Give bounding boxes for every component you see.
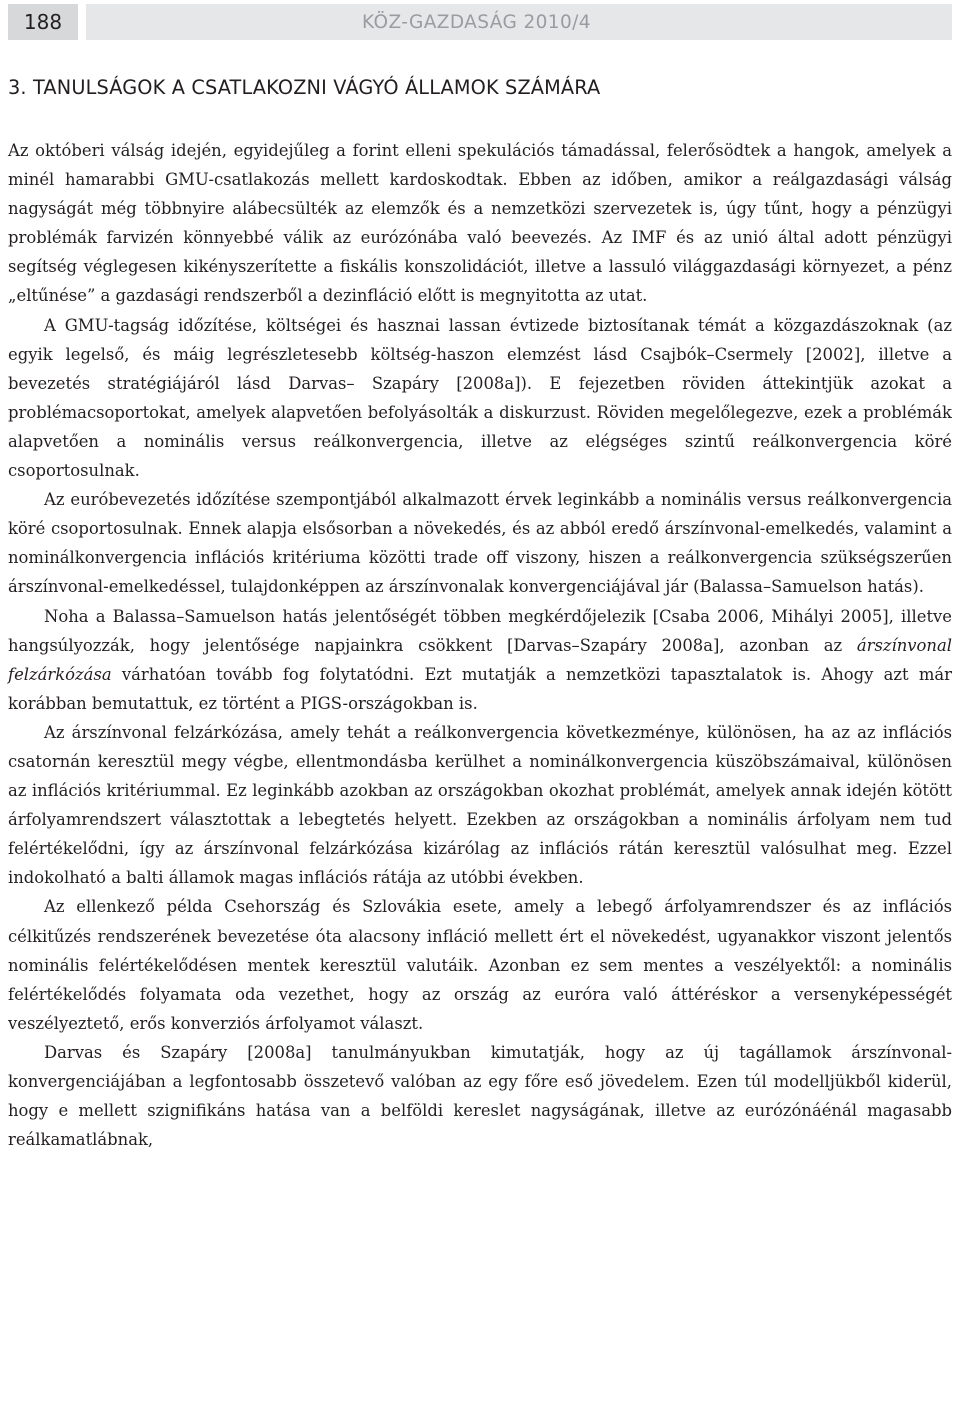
paragraph-4-emphasis: árszínvonal felzárkózása bbox=[8, 635, 952, 684]
paragraph-7: Darvas és Szapáry [2008a] tanulmányukban kimutatják, hogy az új tagállamok árszínvonal-konvergenciájában a legfontosabb összetevő valóban az egy főre eső jövedelem. Ezen túl modelljükből kiderül, hogy e mellett szignifikáns hatása van a belföldi kereslet nagyságának, illetve az eurózónáénál magasabb reálkamatlábnak, bbox=[8, 1042, 952, 1150]
journal-title: KÖZ-GAZDASÁG 2010/4 bbox=[362, 11, 591, 33]
running-head bbox=[86, 4, 952, 40]
paragraph-2: A GMU-tagság időzítése, költségei és hasznai lassan évtizede biztosítanak témát a közgazdászoknak (az egyik legelső, és máig legrészletesebb költség-haszon elemzést lásd Csajbók–Csermely [2002], illetve a bevezetés stratégiájáról lásd Darvas– Szapáry [2008a]). E fejezetben röviden áttekintjük azokat a problémacsoportokat, amelyek alapvetően befolyásolták a diskurzust. Röviden megelőlegezve, ezek a problémák alapvetően a nominális versus reálkonvergencia, illetve az elégséges szintű reálkonvergencia köré csoportosulnak. bbox=[8, 315, 952, 481]
section-heading: 3. TANULSÁGOK A CSATLAKOZNI VÁGYÓ ÁLLAMOK SZÁMÁRA bbox=[8, 76, 601, 99]
article-body bbox=[8, 136, 952, 1154]
paragraph-4-text-before: Noha a Balassa–Samuelson hatás jelentőségét többen megkérdőjelezik [Csaba 2006, Mihályi 2005], illetve hangsúlyozzák, hogy jelentősége napjainkra csökkent [Darvas–Szapáry 2008a], azonban az bbox=[8, 606, 952, 655]
paragraph-6: Az ellenkező példa Csehország és Szlovákia esete, amely a lebegő árfolyamrendszer és az inflációs célkitűzés rendszerének bevezetése óta alacsony infláció mellett ért el növekedést, ugyanakkor viszont jelentős nominális felértékelődésen mentek keresztül valutáik. Azonban ez sem mentes a veszélyektől: a nominális felértékelődés folyamata oda vezethet, hogy az ország az euróra való áttéréskor a versenyképességét veszélyeztető, erős konverziós árfolyamot választ. bbox=[8, 897, 952, 1033]
paragraph-4 bbox=[8, 602, 952, 718]
paragraph-5: Az árszínvonal felzárkózása, amely tehát a reálkonvergencia következménye, különösen, ha az az inflációs csatornán keresztül megy végbe, ellentmondásba kerülhet a nominálkonvergencia küszöbszámaival, különösen az inflációs kritériummal. Ez leginkább azokban az országokban okozhat problémát, amelyek annak idején kötött árfolyamrendszert választottak a lebegtetés helyett. Ezekben az országokban a nominális árfolyam nem tud felértékelődni, így az árszínvonal felzárkózása kizárólag az inflációs rátán keresztül valósulhat meg. Ezzel indokolható a balti államok magas inflációs rátája az utóbbi években. bbox=[8, 722, 952, 888]
paragraph-3: Az euróbevezetés időzítése szempontjából alkalmazott érvek leginkább a nominális versus reálkonvergencia köré csoportosulnak. Ennek alapja elsősorban a növekedés, és az abból eredő árszínvonal-emelkedés, valamint a nominálkonvergencia inflációs kritériuma közötti trade off viszony, hiszen a reálkonvergencia szükségszerűen árszínvonal-emelkedéssel, tulajdonképpen az árszínvonalak konvergenciájával jár (Balassa–Samuelson hatás). bbox=[8, 490, 952, 597]
paragraph-1: Az októberi válság idején, egyidejűleg a forint elleni spekulációs támadással, felerősödtek a hangok, amelyek a minél hamarabbi GMU-csatlakozás mellett kardoskodtak. Ebben az időben, amikor a reálgazdasági válság nagyságát még többnyire alábecsülték az elemzők és a nemzetközi szervezetek is, úgy tűnt, hogy a pénzügyi problémák farvizén könnyebbé válik az eurózónába való beevezés. Az IMF és az unió által adott pénzügyi segítség véglegesen kikényszerítette a fiskális konszolidációt, illetve a lassuló világgazdasági környezet, a pénz „eltűnése” a gazdasági rendszerből a dezinfláció előtt is megnyitotta az utat. bbox=[8, 141, 952, 306]
page-number: 188 bbox=[8, 4, 78, 40]
page-header bbox=[8, 4, 952, 40]
paragraph-4-text-after: várhatóan tovább fog folytatódni. Ezt mutatják a nemzetközi tapasztalatok is. Ahogy azt már korábban bemutattuk, ez történt a PIGS-országokban is. bbox=[8, 664, 952, 713]
